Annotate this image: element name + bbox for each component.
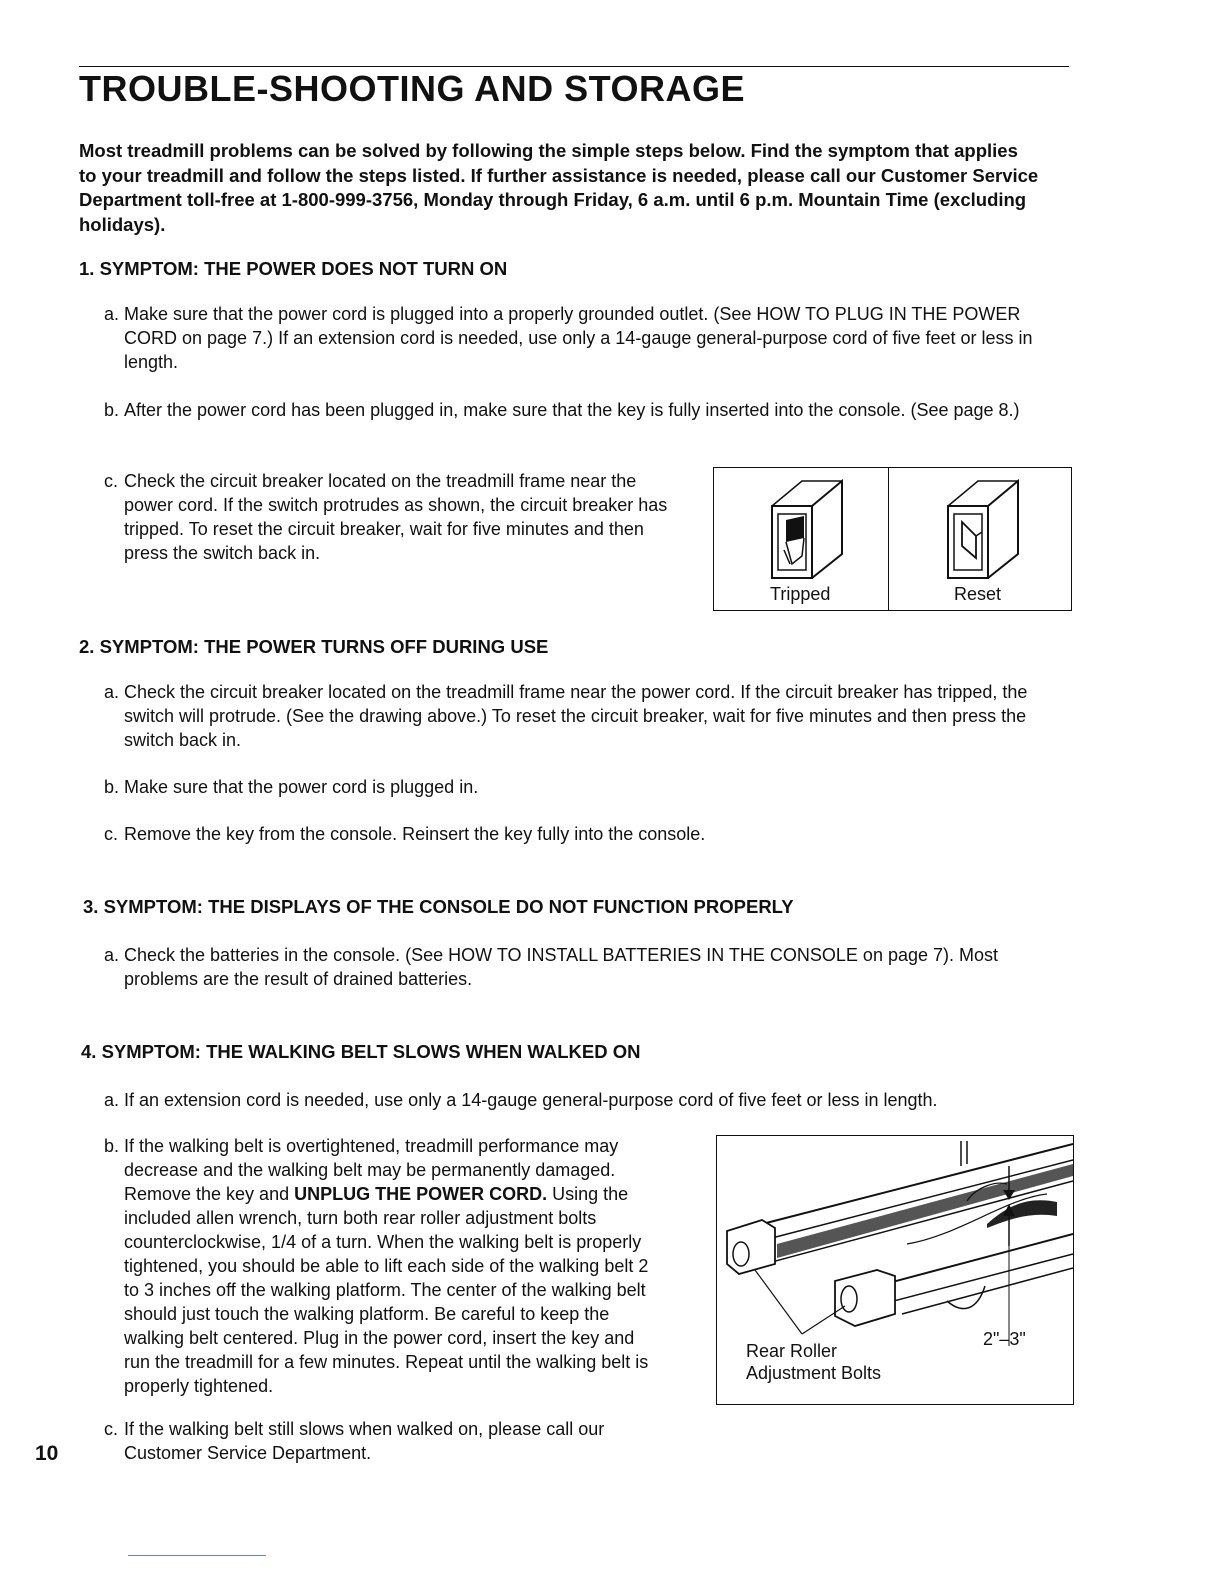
symptom-2-step-b <box>104 775 1044 799</box>
symptom-1-step-b <box>104 398 1034 422</box>
symptom-4-step-b <box>104 1134 664 1398</box>
step-label: a. <box>104 304 120 324</box>
lift-height-label: 2"–3" <box>983 1329 1026 1349</box>
step-label: b. <box>104 400 120 420</box>
step-label: a. <box>104 1090 120 1110</box>
scan-artifact-line <box>128 1555 266 1556</box>
tripped-label: Tripped <box>770 584 831 604</box>
reset-label: Reset <box>954 584 1002 604</box>
step-text: Remove the key from the console. Reinsert the key fully into the console. <box>124 824 706 844</box>
tripped-switch-icon <box>762 476 852 581</box>
adjustment-bolts-label: Adjustment Bolts <box>746 1363 882 1383</box>
header-rule <box>79 66 1069 67</box>
page-title: TROUBLE-SHOOTING AND STORAGE <box>79 68 746 109</box>
step-label: c. <box>104 1419 119 1439</box>
symptom-1-step-a <box>104 302 1044 374</box>
symptom-3-step-a <box>104 943 1054 991</box>
step-text: If the walking belt still slows when walked on, please call our Customer Service Department. <box>124 1419 605 1463</box>
step-label: b. <box>104 777 120 797</box>
step-text: Check the circuit breaker located on the treadmill frame near the power cord. If the circuit breaker has tripped, the switch will protrude. (See the drawing above.) To reset the circuit breaker, wait for five minutes and then press the switch back in. <box>124 682 1028 750</box>
step-label: a. <box>104 945 120 965</box>
rear-roller-label: Rear Roller <box>746 1341 838 1361</box>
step-text: Make sure that the power cord is plugged into a properly grounded outlet. (See HOW TO PLUG IN THE POWER CORD on page 7.) If an extension cord is needed, use only a 14-gauge general-purpose cord of five feet or less in length. <box>124 304 1033 372</box>
step-text: Make sure that the power cord is plugged in. <box>124 777 479 797</box>
step-text: After the power cord has been plugged in, make sure that the key is fully inserted into the console. (See page 8.) <box>124 400 1020 420</box>
symptom-1-step-c <box>104 469 684 565</box>
symptom-4-heading: 4. SYMPTOM: THE WALKING BELT SLOWS WHEN WALKED ON <box>81 1041 641 1062</box>
step-label: c. <box>104 824 119 844</box>
step-text: If an extension cord is needed, use only a 14-gauge general-purpose cord of five feet or less in length. <box>124 1090 938 1110</box>
symptom-1-heading: 1. SYMPTOM: THE POWER DOES NOT TURN ON <box>79 258 508 279</box>
step-text: Check the batteries in the console. (See HOW TO INSTALL BATTERIES IN THE CONSOLE on page 7). Most problems are the result of drained batteries. <box>124 945 999 989</box>
walking-belt-figure <box>716 1135 1074 1405</box>
reset-switch-icon <box>938 476 1028 581</box>
step-text: Check the circuit breaker located on the treadmill frame near the power cord. If the switch protrudes as shown, the circuit breaker has tripped. To reset the circuit breaker, wait for five minutes and then press the switch back in. <box>124 471 668 563</box>
symptom-2-step-a <box>104 680 1054 752</box>
intro-paragraph: Most treadmill problems can be solved by following the simple steps below. Find the symptom that applies to your treadmill and follow the steps listed. If further assistance is needed, please call our Customer Service Department toll-free at 1-800-999-3756, Monday through Friday, 6 a.m. until 6 p.m. Mountain Time (excluding holidays). <box>79 140 1039 235</box>
symptom-4-step-c <box>104 1417 684 1465</box>
symptom-2-heading: 2. SYMPTOM: THE POWER TURNS OFF DURING USE <box>79 636 549 657</box>
step-label: b. <box>104 1136 120 1156</box>
symptom-4-step-a <box>104 1088 1054 1112</box>
figure-divider <box>888 468 889 610</box>
page-number: 10 <box>35 1442 59 1465</box>
step-label: c. <box>104 471 119 491</box>
symptom-3-heading: 3. SYMPTOM: THE DISPLAYS OF THE CONSOLE DO NOT FUNCTION PROPERLY <box>83 896 794 917</box>
step-text: If the walking belt is overtightened, treadmill performance may decrease and the walking belt may be permanently damaged. Remove the key and UNPLUG THE POWER CORD. Using the included allen wrench, turn both rear roller adjustment bolts counterclockwise, 1/4 of a turn. When the walking belt is properly tightened, you should be able to lift each side of the walking belt 2 to 3 inches off the walking platform. The center of the walking belt should just touch the walking platform. Be careful to keep the walking belt centered. Plug in the power cord, insert the key and run the treadmill for a few minutes. Repeat until the walking belt is properly tightened. <box>124 1136 649 1396</box>
symptom-2-step-c <box>104 822 1044 846</box>
circuit-breaker-figure <box>713 467 1072 611</box>
step-label: a. <box>104 682 120 702</box>
